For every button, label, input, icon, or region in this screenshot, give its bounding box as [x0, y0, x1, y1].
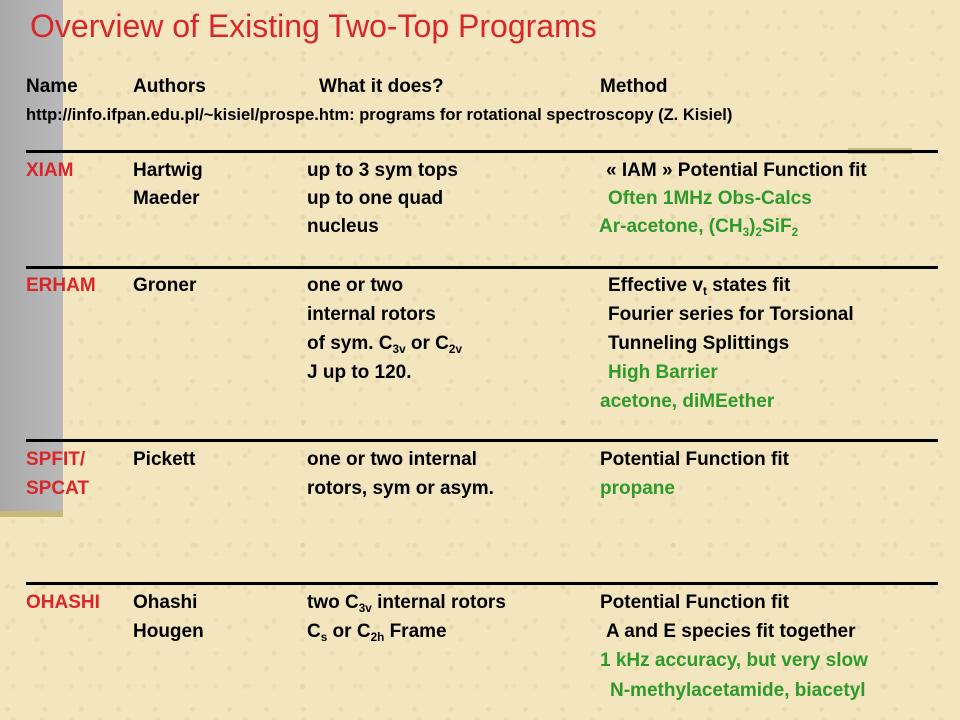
author: Hartwig [133, 160, 203, 181]
method-note: High Barrier [608, 362, 718, 383]
description: nucleus [307, 216, 379, 237]
header-authors: Authors [133, 76, 206, 97]
program-name-spfit: SPFIT/ [26, 449, 86, 470]
method-note: 1 kHz accuracy, but very slow [600, 650, 868, 671]
header-what: What it does? [319, 76, 444, 97]
method-example: acetone, diMEether [600, 391, 775, 412]
method: Potential Function fit [600, 449, 789, 470]
author: Hougen [133, 621, 204, 642]
author: Groner [133, 275, 197, 296]
divider [26, 150, 938, 153]
program-name-erham: ERHAM [26, 275, 96, 296]
method-example: propane [600, 478, 675, 499]
description: rotors, sym or asym. [307, 478, 494, 499]
description: one or two [307, 275, 404, 296]
divider [26, 266, 938, 269]
program-name-spcat: SPCAT [26, 478, 89, 499]
decorative-accent-bar [0, 511, 63, 517]
header-name: Name [26, 76, 78, 97]
slide-title: Overview of Existing Two-Top Programs [30, 8, 597, 44]
author: Pickett [133, 449, 196, 470]
method-example: N-methylacetamide, biacetyl [610, 680, 866, 701]
divider [26, 582, 938, 585]
description: of sym. $C_{3v}$ or $C_{2v}$ [307, 333, 462, 357]
description: J up to 120. [307, 362, 412, 383]
description: two $C_{3v}$ internal rotors [307, 592, 506, 616]
description: $C_s$ or $C_{2h}$ Frame [307, 621, 447, 645]
method-note: Often 1MHz Obs-Calcs [608, 188, 812, 209]
description: up to one quad [307, 188, 444, 209]
method: Potential Function fit [600, 592, 789, 613]
method: Tunneling Splittings [608, 333, 790, 354]
description: up to 3 sym tops [307, 160, 458, 181]
method: « IAM » Potential Function fit [606, 160, 867, 181]
method: A and E species fit together [606, 621, 856, 642]
program-name-xiam: XIAM [26, 160, 74, 181]
header-method: Method [600, 76, 668, 97]
program-name-ohashi: OHASHI [26, 592, 100, 613]
method: Effective $v_t$ states fit [608, 275, 791, 299]
reference-url: http://info.ifpan.edu.pl/~kisiel/prospe.htm: programs for rotational spectroscopy (Z. Kisiel) [26, 106, 733, 124]
author: Ohashi [133, 592, 198, 613]
method: Fourier series for Torsional [608, 304, 854, 325]
divider [26, 439, 938, 442]
author: Maeder [133, 188, 200, 209]
description: internal rotors [307, 304, 436, 325]
method-example: Ar-acetone, $(CH_3)_2SiF_2$ [599, 216, 799, 240]
description: one or two internal [307, 449, 477, 470]
